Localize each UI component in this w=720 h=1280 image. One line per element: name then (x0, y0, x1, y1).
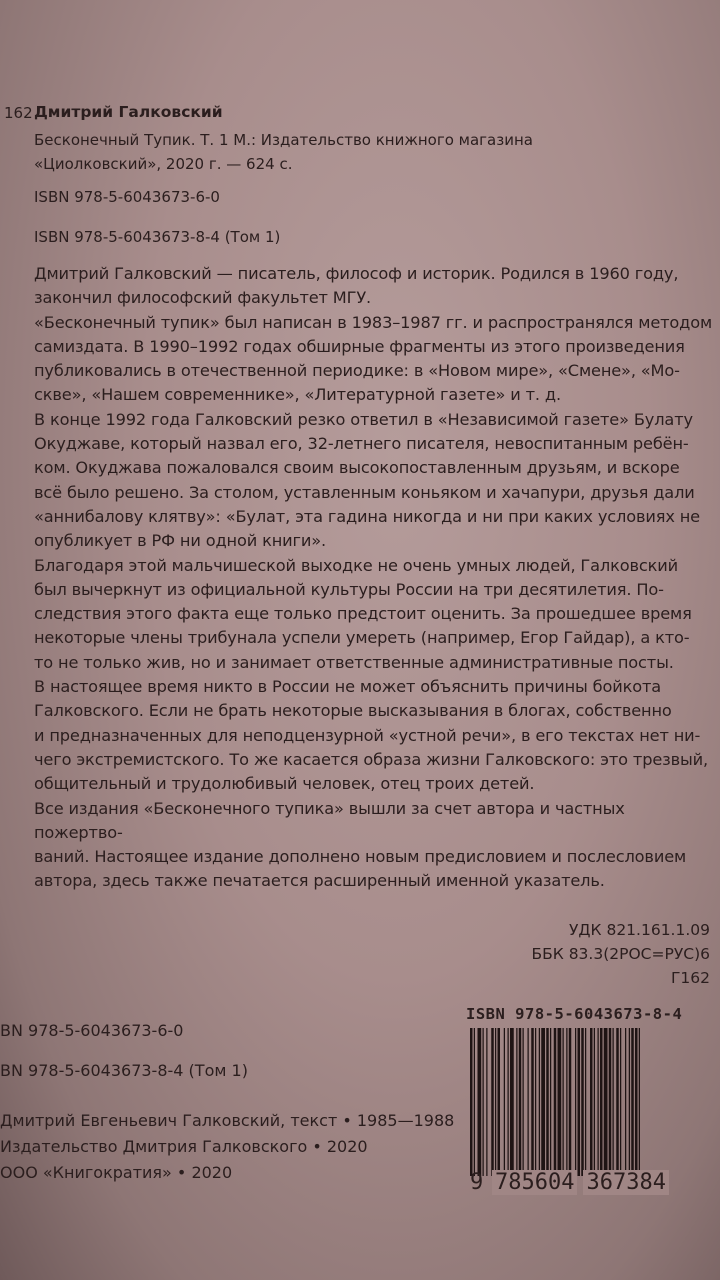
copyright-line: ООО «Книгократия» • 2020 (0, 1163, 233, 1182)
barcode-bar (629, 1028, 630, 1176)
barcode-bar (635, 1028, 638, 1176)
imprint-line: «Циолковский», 2020 г. — 624 с. (34, 155, 293, 173)
barcode-first-digit: 9 (470, 1170, 484, 1195)
imprint (34, 128, 634, 176)
barcode-bar (639, 1028, 640, 1176)
barcode-bar (598, 1028, 599, 1176)
udk-code: УДК 821.161.1.09 (568, 921, 710, 939)
bbk-code: ББК 83.3(2РОС=РУС)6 (531, 945, 710, 963)
catalog-code: 162 (4, 104, 33, 122)
annotation-line: и предназначенных для неподцензурной «устной речи», в его текстах нет ни- (34, 725, 701, 745)
barcode-bar (563, 1028, 564, 1176)
barcode-bar (516, 1028, 517, 1176)
barcode-bar (495, 1028, 496, 1176)
barcode-bar (600, 1028, 603, 1176)
annotation-line: В настоящее время никто в России не может объяснить причины бойкота (34, 677, 662, 697)
copyright-line: Дмитрий Евгеньевич Галковский, текст • 1985—1988 (0, 1111, 455, 1130)
annotation-line: ком. Окуджава пожаловался своим высокопоставленным друзьям, и вскоре (34, 458, 680, 478)
annotation-line: всё было решено. За столом, уставленным коньяком и хачапури, друзья дали (34, 482, 695, 502)
annotation-line: был вычеркнут из официальной культуры России на три десятилетия. По- (34, 579, 664, 599)
copyright-block (0, 1108, 454, 1186)
annotation-line: Все издания «Бесконечного тупика» вышли за счет автора и частных пожертво- (34, 798, 625, 842)
barcode-bar (531, 1028, 534, 1176)
annotation-line: автора, здесь также печатается расширенный именной указатель. (34, 871, 605, 891)
barcode-bar (541, 1028, 545, 1176)
barcode-left-group: 785604 (492, 1170, 577, 1195)
barcode-bar (558, 1028, 562, 1176)
barcode-bar (498, 1028, 501, 1176)
barcode-bar (594, 1028, 595, 1176)
barcode (470, 1028, 706, 1176)
bottom-isbn-general: BN 978-5-6043673-6-0 (0, 1021, 184, 1040)
barcode-right-group: 367384 (583, 1170, 668, 1195)
barcode-bar (474, 1028, 475, 1176)
barcode-bar (613, 1028, 614, 1176)
annotation (34, 262, 712, 894)
annotation-line: то не только жив, но и занимает ответственные административные посты. (34, 652, 674, 672)
barcode-bar (620, 1028, 621, 1176)
annotation-line: В конце 1992 года Галковский резко ответил в «Независимой газете» Булату (34, 409, 693, 429)
annotation-line: чего экстремистского. То же касается образа жизни Галковского: это трезвый, (34, 749, 708, 769)
barcode-bar (581, 1028, 584, 1176)
barcode-bar (590, 1028, 593, 1176)
annotation-line: следствия этого факта еще только предстоит оценить. За прошедшее время (34, 604, 692, 624)
barcode-bar (539, 1028, 540, 1176)
barcode-bar (575, 1028, 576, 1176)
author-name: Дмитрий Галковский (34, 103, 223, 121)
annotation-line: опубликует в РФ ни одной книги». (34, 531, 326, 551)
barcode-bar (483, 1028, 484, 1176)
barcode-bar (491, 1028, 494, 1176)
barcode-digits (470, 1170, 706, 1195)
annotation-line: Галковского. Если не брать некоторые высказывания в блогах, собственно (34, 701, 672, 721)
annotation-line: Благодаря этой мальчишеской выходке не очень умных людей, Галковский (34, 555, 679, 575)
barcode-isbn-label: ISBN 978-5-6043673-8-4 (466, 1005, 683, 1023)
imprint-line: Бесконечный Тупик. Т. 1 М.: Издательство книжного магазина (34, 131, 533, 149)
barcode-bar (550, 1028, 551, 1176)
barcode-bar (609, 1028, 612, 1176)
barcode-bar (566, 1028, 567, 1176)
isbn-volume: ISBN 978-5-6043673-8-4 (Том 1) (34, 228, 281, 246)
barcode-bar (470, 1028, 473, 1176)
barcode-bar (616, 1028, 619, 1176)
barcode-bar (478, 1028, 482, 1176)
barcode-bar (486, 1028, 487, 1176)
barcode-bar (625, 1028, 626, 1176)
annotation-line: публиковались в отечественной периодике: в «Новом мире», «Смене», «Мо- (34, 361, 680, 381)
annotation-line: Дмитрий Галковский — писатель, философ и историк. Родился в 1960 году, (34, 264, 679, 283)
barcode-bar (569, 1028, 572, 1176)
annotation-line: «Бесконечный тупик» был написан в 1983–1987 гг. и распространялся методом (34, 312, 713, 332)
annotation-line: ваний. Настоящее издание дополнено новым предисловием и послесловием (34, 847, 687, 867)
barcode-bar (523, 1028, 524, 1176)
barcode-bar (604, 1028, 608, 1176)
barcode-bar (528, 1028, 529, 1176)
annotation-line: закончил философский факультет МГУ. (34, 288, 372, 308)
barcode-bar (504, 1028, 505, 1176)
barcode-bar (554, 1028, 557, 1176)
annotation-line: скве», «Нашем современнике», «Литературной газете» и т. д. (34, 385, 561, 405)
copyright-line: Издательство Дмитрия Галковского • 2020 (0, 1137, 368, 1156)
bottom-isbn-volume: BN 978-5-6043673-8-4 (Том 1) (0, 1061, 248, 1080)
isbn-general: ISBN 978-5-6043673-6-0 (34, 188, 220, 206)
annotation-line: некоторые члены трибунала успели умереть (например, Егор Гайдар), а кто- (34, 628, 690, 648)
annotation-line: общительный и трудолюбивый человек, отец троих детей. (34, 774, 535, 794)
barcode-bar (519, 1028, 522, 1176)
barcode-bar (510, 1028, 514, 1176)
annotation-line: «аннибалову клятву»: «Булат, эта гадина никогда и ни при каких условиях не (34, 506, 700, 526)
annotation-line: Окуджаве, который назвал его, 32-летнего писателя, невоспитанным ребён- (34, 434, 689, 454)
barcode-bar (578, 1028, 581, 1176)
barcode-bar (631, 1028, 634, 1176)
barcode-bar (508, 1028, 509, 1176)
classification-block (532, 918, 711, 990)
annotation-line: самиздата. В 1990–1992 годах обширные фрагменты из этого произведения (34, 336, 685, 356)
barcode-bar (585, 1028, 586, 1176)
barcode-bar (535, 1028, 536, 1176)
barcode-bar (546, 1028, 549, 1176)
author-sign: Г162 (670, 969, 710, 987)
